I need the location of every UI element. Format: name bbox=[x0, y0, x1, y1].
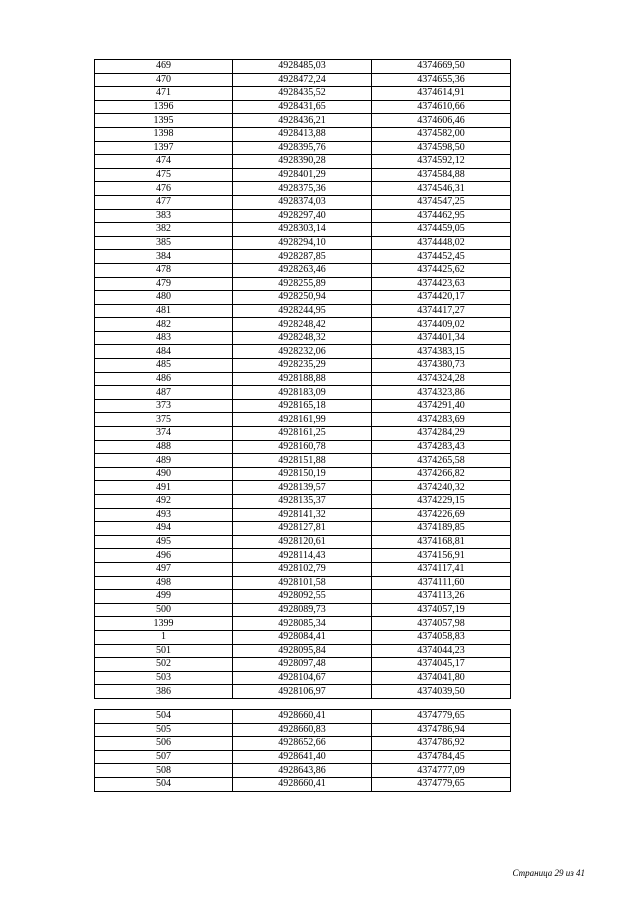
point-number-cell: 383 bbox=[95, 209, 233, 223]
point-number-cell: 492 bbox=[95, 495, 233, 509]
point-number-cell: 384 bbox=[95, 250, 233, 264]
x-coordinate-cell: 4928287,85 bbox=[233, 250, 372, 264]
y-coordinate-cell: 4374459,05 bbox=[372, 223, 511, 237]
y-coordinate-cell: 4374448,02 bbox=[372, 236, 511, 250]
table-row bbox=[95, 454, 511, 468]
point-number-cell: 499 bbox=[95, 590, 233, 604]
x-coordinate-cell: 4928263,46 bbox=[233, 263, 372, 277]
point-number-cell: 1 bbox=[95, 630, 233, 644]
point-number-cell: 375 bbox=[95, 413, 233, 427]
point-number-cell: 501 bbox=[95, 644, 233, 658]
table-row bbox=[95, 236, 511, 250]
point-number-cell: 495 bbox=[95, 535, 233, 549]
x-coordinate-cell: 4928485,03 bbox=[233, 60, 372, 74]
y-coordinate-cell: 4374323,86 bbox=[372, 386, 511, 400]
point-number-cell: 474 bbox=[95, 155, 233, 169]
table-row bbox=[95, 155, 511, 169]
x-coordinate-cell: 4928188,88 bbox=[233, 372, 372, 386]
point-number-cell: 385 bbox=[95, 236, 233, 250]
table-row bbox=[95, 617, 511, 631]
table-row bbox=[95, 359, 511, 373]
y-coordinate-cell: 4374039,50 bbox=[372, 685, 511, 699]
point-number-cell: 484 bbox=[95, 345, 233, 359]
point-number-cell: 1395 bbox=[95, 114, 233, 128]
table-row bbox=[95, 685, 511, 699]
point-number-cell: 475 bbox=[95, 168, 233, 182]
table-row bbox=[95, 209, 511, 223]
x-coordinate-cell: 4928183,09 bbox=[233, 386, 372, 400]
y-coordinate-cell: 4374592,12 bbox=[372, 155, 511, 169]
table-row bbox=[95, 710, 511, 724]
x-coordinate-cell: 4928165,18 bbox=[233, 399, 372, 413]
y-coordinate-cell: 4374614,91 bbox=[372, 87, 511, 101]
page-number-footer: Страница 29 из 41 bbox=[512, 868, 585, 878]
x-coordinate-cell: 4928127,81 bbox=[233, 522, 372, 536]
x-coordinate-cell: 4928104,67 bbox=[233, 671, 372, 685]
point-number-cell: 479 bbox=[95, 277, 233, 291]
point-number-cell: 386 bbox=[95, 685, 233, 699]
table-row bbox=[95, 250, 511, 264]
y-coordinate-cell: 4374598,50 bbox=[372, 141, 511, 155]
table-row bbox=[95, 671, 511, 685]
table-row bbox=[95, 291, 511, 305]
x-coordinate-cell: 4928150,19 bbox=[233, 467, 372, 481]
point-number-cell: 497 bbox=[95, 562, 233, 576]
y-coordinate-cell: 4374189,85 bbox=[372, 522, 511, 536]
table-row bbox=[95, 372, 511, 386]
table-row bbox=[95, 345, 511, 359]
table-row bbox=[95, 427, 511, 441]
point-number-cell: 477 bbox=[95, 195, 233, 209]
x-coordinate-cell: 4928135,37 bbox=[233, 495, 372, 509]
y-coordinate-cell: 4374044,23 bbox=[372, 644, 511, 658]
table-row bbox=[95, 182, 511, 196]
table-row bbox=[95, 522, 511, 536]
table-row bbox=[95, 263, 511, 277]
x-coordinate-cell: 4928092,55 bbox=[233, 590, 372, 604]
table-row bbox=[95, 777, 511, 791]
point-number-cell: 483 bbox=[95, 331, 233, 345]
x-coordinate-cell: 4928303,14 bbox=[233, 223, 372, 237]
point-number-cell: 504 bbox=[95, 710, 233, 724]
point-number-cell: 1399 bbox=[95, 617, 233, 631]
y-coordinate-cell: 4374546,31 bbox=[372, 182, 511, 196]
point-number-cell: 507 bbox=[95, 750, 233, 764]
y-coordinate-cell: 4374777,09 bbox=[372, 764, 511, 778]
x-coordinate-cell: 4928151,88 bbox=[233, 454, 372, 468]
table-row bbox=[95, 644, 511, 658]
point-number-cell: 500 bbox=[95, 603, 233, 617]
point-number-cell: 487 bbox=[95, 386, 233, 400]
table-row bbox=[95, 304, 511, 318]
y-coordinate-cell: 4374045,17 bbox=[372, 658, 511, 672]
x-coordinate-cell: 4928435,52 bbox=[233, 87, 372, 101]
x-coordinate-cell: 4928652,66 bbox=[233, 737, 372, 751]
y-coordinate-cell: 4374057,19 bbox=[372, 603, 511, 617]
coordinates-table-2-body bbox=[95, 710, 511, 792]
x-coordinate-cell: 4928244,95 bbox=[233, 304, 372, 318]
x-coordinate-cell: 4928106,97 bbox=[233, 685, 372, 699]
y-coordinate-cell: 4374283,43 bbox=[372, 440, 511, 454]
x-coordinate-cell: 4928472,24 bbox=[233, 73, 372, 87]
y-coordinate-cell: 4374383,15 bbox=[372, 345, 511, 359]
y-coordinate-cell: 4374057,98 bbox=[372, 617, 511, 631]
table-row bbox=[95, 590, 511, 604]
y-coordinate-cell: 4374291,40 bbox=[372, 399, 511, 413]
y-coordinate-cell: 4374240,32 bbox=[372, 481, 511, 495]
y-coordinate-cell: 4374610,66 bbox=[372, 100, 511, 114]
y-coordinate-cell: 4374058,83 bbox=[372, 630, 511, 644]
table-row bbox=[95, 737, 511, 751]
y-coordinate-cell: 4374784,45 bbox=[372, 750, 511, 764]
table-row bbox=[95, 100, 511, 114]
y-coordinate-cell: 4374584,88 bbox=[372, 168, 511, 182]
y-coordinate-cell: 4374655,36 bbox=[372, 73, 511, 87]
y-coordinate-cell: 4374324,28 bbox=[372, 372, 511, 386]
x-coordinate-cell: 4928374,03 bbox=[233, 195, 372, 209]
x-coordinate-cell: 4928235,29 bbox=[233, 359, 372, 373]
x-coordinate-cell: 4928097,48 bbox=[233, 658, 372, 672]
point-number-cell: 1396 bbox=[95, 100, 233, 114]
point-number-cell: 491 bbox=[95, 481, 233, 495]
x-coordinate-cell: 4928297,40 bbox=[233, 209, 372, 223]
point-number-cell: 373 bbox=[95, 399, 233, 413]
point-number-cell: 503 bbox=[95, 671, 233, 685]
point-number-cell: 1397 bbox=[95, 141, 233, 155]
table-row bbox=[95, 535, 511, 549]
x-coordinate-cell: 4928085,34 bbox=[233, 617, 372, 631]
y-coordinate-cell: 4374265,58 bbox=[372, 454, 511, 468]
point-number-cell: 480 bbox=[95, 291, 233, 305]
x-coordinate-cell: 4928095,84 bbox=[233, 644, 372, 658]
point-number-cell: 504 bbox=[95, 777, 233, 791]
y-coordinate-cell: 4374266,82 bbox=[372, 467, 511, 481]
x-coordinate-cell: 4928141,32 bbox=[233, 508, 372, 522]
table-row bbox=[95, 481, 511, 495]
y-coordinate-cell: 4374423,63 bbox=[372, 277, 511, 291]
x-coordinate-cell: 4928390,28 bbox=[233, 155, 372, 169]
point-number-cell: 382 bbox=[95, 223, 233, 237]
x-coordinate-cell: 4928255,89 bbox=[233, 277, 372, 291]
y-coordinate-cell: 4374401,34 bbox=[372, 331, 511, 345]
point-number-cell: 476 bbox=[95, 182, 233, 196]
point-number-cell: 508 bbox=[95, 764, 233, 778]
x-coordinate-cell: 4928436,21 bbox=[233, 114, 372, 128]
x-coordinate-cell: 4928161,25 bbox=[233, 427, 372, 441]
point-number-cell: 496 bbox=[95, 549, 233, 563]
y-coordinate-cell: 4374786,92 bbox=[372, 737, 511, 751]
table-row bbox=[95, 127, 511, 141]
table-row bbox=[95, 399, 511, 413]
table-row bbox=[95, 658, 511, 672]
x-coordinate-cell: 4928660,41 bbox=[233, 710, 372, 724]
x-coordinate-cell: 4928120,61 bbox=[233, 535, 372, 549]
y-coordinate-cell: 4374168,81 bbox=[372, 535, 511, 549]
table-row bbox=[95, 73, 511, 87]
table-row bbox=[95, 168, 511, 182]
table-row bbox=[95, 562, 511, 576]
y-coordinate-cell: 4374779,65 bbox=[372, 777, 511, 791]
x-coordinate-cell: 4928101,58 bbox=[233, 576, 372, 590]
point-number-cell: 506 bbox=[95, 737, 233, 751]
table-row bbox=[95, 331, 511, 345]
y-coordinate-cell: 4374284,29 bbox=[372, 427, 511, 441]
y-coordinate-cell: 4374452,45 bbox=[372, 250, 511, 264]
x-coordinate-cell: 4928294,10 bbox=[233, 236, 372, 250]
table-row bbox=[95, 223, 511, 237]
x-coordinate-cell: 4928250,94 bbox=[233, 291, 372, 305]
y-coordinate-cell: 4374417,27 bbox=[372, 304, 511, 318]
x-coordinate-cell: 4928102,79 bbox=[233, 562, 372, 576]
x-coordinate-cell: 4928248,32 bbox=[233, 331, 372, 345]
table-row bbox=[95, 277, 511, 291]
point-number-cell: 489 bbox=[95, 454, 233, 468]
x-coordinate-cell: 4928413,88 bbox=[233, 127, 372, 141]
y-coordinate-cell: 4374117,41 bbox=[372, 562, 511, 576]
x-coordinate-cell: 4928139,57 bbox=[233, 481, 372, 495]
x-coordinate-cell: 4928431,65 bbox=[233, 100, 372, 114]
y-coordinate-cell: 4374669,50 bbox=[372, 60, 511, 74]
table-row bbox=[95, 467, 511, 481]
y-coordinate-cell: 4374606,46 bbox=[372, 114, 511, 128]
y-coordinate-cell: 4374582,00 bbox=[372, 127, 511, 141]
y-coordinate-cell: 4374111,60 bbox=[372, 576, 511, 590]
x-coordinate-cell: 4928161,99 bbox=[233, 413, 372, 427]
point-number-cell: 505 bbox=[95, 723, 233, 737]
y-coordinate-cell: 4374380,73 bbox=[372, 359, 511, 373]
point-number-cell: 470 bbox=[95, 73, 233, 87]
x-coordinate-cell: 4928232,06 bbox=[233, 345, 372, 359]
y-coordinate-cell: 4374041,80 bbox=[372, 671, 511, 685]
y-coordinate-cell: 4374462,95 bbox=[372, 209, 511, 223]
point-number-cell: 469 bbox=[95, 60, 233, 74]
y-coordinate-cell: 4374786,94 bbox=[372, 723, 511, 737]
y-coordinate-cell: 4374283,69 bbox=[372, 413, 511, 427]
table-row bbox=[95, 723, 511, 737]
point-number-cell: 481 bbox=[95, 304, 233, 318]
x-coordinate-cell: 4928248,42 bbox=[233, 318, 372, 332]
table-row bbox=[95, 750, 511, 764]
x-coordinate-cell: 4928643,86 bbox=[233, 764, 372, 778]
coordinates-table-1 bbox=[94, 59, 511, 699]
table-row bbox=[95, 114, 511, 128]
point-number-cell: 498 bbox=[95, 576, 233, 590]
table-row bbox=[95, 195, 511, 209]
y-coordinate-cell: 4374420,17 bbox=[372, 291, 511, 305]
table-row bbox=[95, 60, 511, 74]
table-row bbox=[95, 318, 511, 332]
y-coordinate-cell: 4374113,26 bbox=[372, 590, 511, 604]
point-number-cell: 478 bbox=[95, 263, 233, 277]
point-number-cell: 374 bbox=[95, 427, 233, 441]
point-number-cell: 502 bbox=[95, 658, 233, 672]
x-coordinate-cell: 4928160,78 bbox=[233, 440, 372, 454]
x-coordinate-cell: 4928084,41 bbox=[233, 630, 372, 644]
table-row bbox=[95, 413, 511, 427]
table-row bbox=[95, 630, 511, 644]
table-row bbox=[95, 764, 511, 778]
coordinates-table-2 bbox=[94, 709, 511, 792]
y-coordinate-cell: 4374409,02 bbox=[372, 318, 511, 332]
table-row bbox=[95, 576, 511, 590]
point-number-cell: 488 bbox=[95, 440, 233, 454]
y-coordinate-cell: 4374156,91 bbox=[372, 549, 511, 563]
x-coordinate-cell: 4928375,36 bbox=[233, 182, 372, 196]
table-row bbox=[95, 508, 511, 522]
point-number-cell: 482 bbox=[95, 318, 233, 332]
y-coordinate-cell: 4374779,65 bbox=[372, 710, 511, 724]
x-coordinate-cell: 4928660,41 bbox=[233, 777, 372, 791]
table-row bbox=[95, 87, 511, 101]
x-coordinate-cell: 4928089,73 bbox=[233, 603, 372, 617]
table-row bbox=[95, 549, 511, 563]
point-number-cell: 471 bbox=[95, 87, 233, 101]
table-row bbox=[95, 495, 511, 509]
x-coordinate-cell: 4928114,43 bbox=[233, 549, 372, 563]
table-row bbox=[95, 603, 511, 617]
point-number-cell: 485 bbox=[95, 359, 233, 373]
point-number-cell: 1398 bbox=[95, 127, 233, 141]
y-coordinate-cell: 4374226,69 bbox=[372, 508, 511, 522]
point-number-cell: 493 bbox=[95, 508, 233, 522]
y-coordinate-cell: 4374229,15 bbox=[372, 495, 511, 509]
point-number-cell: 486 bbox=[95, 372, 233, 386]
table-row bbox=[95, 141, 511, 155]
x-coordinate-cell: 4928660,83 bbox=[233, 723, 372, 737]
point-number-cell: 494 bbox=[95, 522, 233, 536]
coordinates-table-1-body bbox=[95, 60, 511, 699]
y-coordinate-cell: 4374547,25 bbox=[372, 195, 511, 209]
x-coordinate-cell: 4928395,76 bbox=[233, 141, 372, 155]
x-coordinate-cell: 4928641,40 bbox=[233, 750, 372, 764]
table-row bbox=[95, 386, 511, 400]
y-coordinate-cell: 4374425,62 bbox=[372, 263, 511, 277]
table-row bbox=[95, 440, 511, 454]
x-coordinate-cell: 4928401,29 bbox=[233, 168, 372, 182]
point-number-cell: 490 bbox=[95, 467, 233, 481]
